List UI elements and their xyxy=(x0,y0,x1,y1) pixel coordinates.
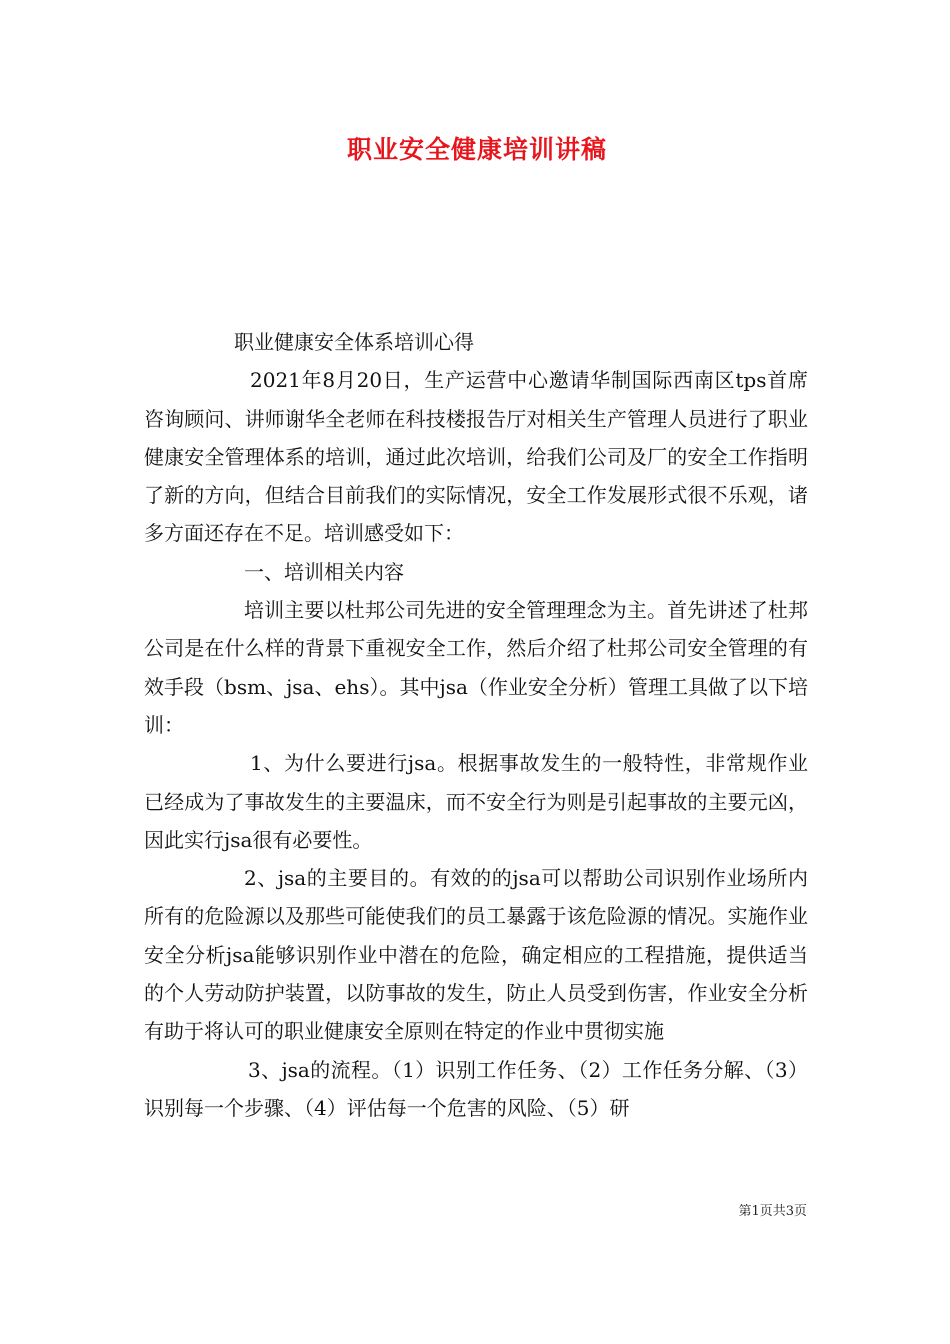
document-subtitle: 职业健康安全体系培训心得 xyxy=(234,330,474,354)
document-body xyxy=(144,323,808,1127)
paragraph-training-intro: 培训主要以杜邦公司先进的安全管理理念为主。首先讲述了杜邦公司是在什么样的背景下重视安全工作，然后介绍了杜邦公司安全管理的有效手段（bsm、jsa、ehs）。其中jsa（作业安全分析）管理工具做了以下培训： xyxy=(144,598,808,737)
page-number: 第1页共3页 xyxy=(738,1204,807,1219)
document-title: 职业安全健康培训讲稿 xyxy=(346,135,607,164)
list-item-3: 3、jsa的流程。（1）识别工作任务、（2）工作任务分解、（3）识别每一个步骤、（4）评估每一个危害的风险、（5）研 xyxy=(144,1057,808,1120)
list-item-2: 2、jsa的主要目的。有效的的jsa可以帮助公司识别作业场所内所有的危险源以及那些可能使我们的员工暴露于该危险源的情况。实施作业安全分析jsa能够识别作业中潜在的危险，确定相应的工程措施，提供适当的个人劳动防护装置，以防事故的发生，防止人员受到伤害，作业安全分析有助于将认可的职业健康安全原则在特定的作业中贯彻实施 xyxy=(144,866,808,1044)
paragraph-date-intro: 2021年8月20日，生产运营中心邀请华制国际西南区tps首席咨询顾问、讲师谢华全老师在科技楼报告厅对相关生产管理人员进行了职业健康安全管理体系的培训，通过此次培训，给我们公司及厂的安全工作指明了新的方向，但结合目前我们的实际情况，安全工作发展形式很不乐观，诸多方面还存在不足。培训感受如下： xyxy=(144,368,808,546)
list-item-1: 1、为什么要进行jsa。根据事故发生的一般特性，非常规作业已经成为了事故发生的主要温床，而不安全行为则是引起事故的主要元凶，因此实行jsa很有必要性。 xyxy=(144,751,808,852)
section-heading: 一、培训相关内容 xyxy=(244,559,404,584)
